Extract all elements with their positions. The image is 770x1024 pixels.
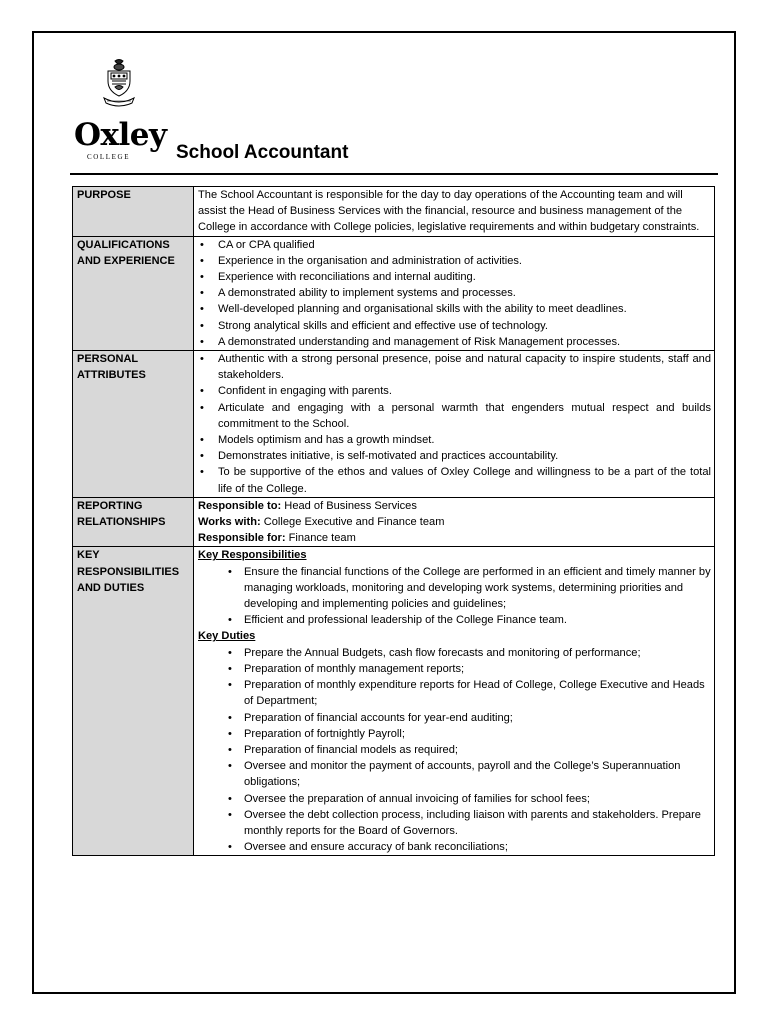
list-item: • Articulate and engaging with a personal warmth that engenders mutual respect and builds commitment to the School.: [218, 400, 711, 432]
list-item: • Preparation of fortnightly Payroll;: [244, 726, 711, 742]
responsibilities-list: [198, 564, 711, 629]
list-item: • CA or CPA qualified: [218, 237, 711, 253]
title-rule: [70, 173, 718, 175]
responsible-for-line: Responsible for: Finance team: [198, 532, 356, 545]
qualifications-label: QUALIFICATIONS AND EXPERIENCE: [73, 236, 194, 350]
personal-label: PERSONAL ATTRIBUTES: [73, 351, 194, 498]
list-item: • Experience with reconciliations and internal auditing.: [218, 269, 711, 285]
list-item: • Preparation of monthly management reports;: [244, 661, 711, 677]
list-item: • Efficient and professional leadership of the College Finance team.: [244, 612, 711, 628]
list-item: • To be supportive of the ethos and values of Oxley College and willingness to be a part of the total life of the College.: [218, 464, 711, 496]
purpose-text: The School Accountant is responsible for the day to day operations of the Accounting team and will assist the Head of Business Services with the financial, resource and business management of the College in accordance with College policies, legislative requirements and within budgetary constraints.: [198, 189, 700, 234]
logo-wordmark: Oxley: [74, 117, 167, 153]
list-item: • Confident in engaging with parents.: [218, 383, 711, 399]
list-item: • A demonstrated understanding and management of Risk Management processes.: [218, 334, 711, 350]
college-crest-icon: [102, 58, 136, 110]
personal-cell: [194, 351, 715, 498]
list-item: • Demonstrates initiative, is self-motivated and practices accountability.: [218, 448, 711, 464]
qualifications-row: [73, 236, 715, 350]
reporting-cell: [194, 497, 715, 547]
reporting-row: [73, 497, 715, 547]
personal-list: [198, 351, 711, 497]
list-item: • Oversee the preparation of annual invoicing of families for school fees;: [244, 791, 711, 807]
personal-row: [73, 351, 715, 498]
logo-subtitle: COLLEGE: [87, 153, 131, 161]
key-cell: [194, 547, 715, 856]
list-item: • Oversee and monitor the payment of accounts, payroll and the College’s Superannuation obligations;: [244, 758, 711, 790]
list-item: • Ensure the financial functions of the College are performed in an efficient and timely manner by managing workloads, monitoring and developing work systems, determining priorities and developing and implementing policies and guidelines;: [244, 564, 711, 613]
duties-list: [198, 645, 711, 856]
list-item: • Experience in the organisation and administration of activities.: [218, 253, 711, 269]
reporting-label: REPORTING RELATIONSHIPS: [73, 497, 194, 547]
list-item: • Preparation of financial models as required;: [244, 742, 711, 758]
responsible-to-line: Responsible to: Head of Business Services: [198, 499, 417, 512]
key-row: [73, 547, 715, 856]
list-item: • Preparation of financial accounts for year-end auditing;: [244, 710, 711, 726]
works-with-line: Works with: College Executive and Finance team: [198, 516, 445, 529]
key-duties-heading: Key Duties: [198, 630, 256, 643]
qualifications-cell: [194, 236, 715, 350]
list-item: • Authentic with a strong personal presence, poise and natural capacity to inspire students, staff and stakeholders.: [218, 351, 711, 383]
purpose-cell: [194, 187, 715, 237]
qualifications-list: [198, 237, 711, 350]
purpose-label: PURPOSE: [73, 187, 194, 237]
list-item: • A demonstrated ability to implement systems and processes.: [218, 285, 711, 301]
list-item: • Prepare the Annual Budgets, cash flow forecasts and monitoring of performance;: [244, 645, 711, 661]
list-item: • Oversee and ensure accuracy of bank reconciliations;: [244, 839, 711, 855]
purpose-row: [73, 187, 715, 237]
list-item: • Oversee the debt collection process, including liaison with parents and stakeholders. Prepare monthly reports for the Board of Governors.: [244, 807, 711, 839]
key-label: KEY RESPONSIBILITIES AND DUTIES: [73, 547, 194, 856]
list-item: • Models optimism and has a growth mindset.: [218, 432, 711, 448]
page-title: School Accountant: [176, 142, 349, 163]
job-description-table: [72, 186, 715, 856]
key-responsibilities-heading: Key Responsibilities: [198, 549, 307, 562]
list-item: • Preparation of monthly expenditure reports for Head of College, College Executive and Heads of Department;: [244, 677, 711, 709]
list-item: • Strong analytical skills and efficient and effective use of technology.: [218, 318, 711, 334]
list-item: • Well-developed planning and organisational skills with the ability to meet deadlines.: [218, 301, 711, 317]
